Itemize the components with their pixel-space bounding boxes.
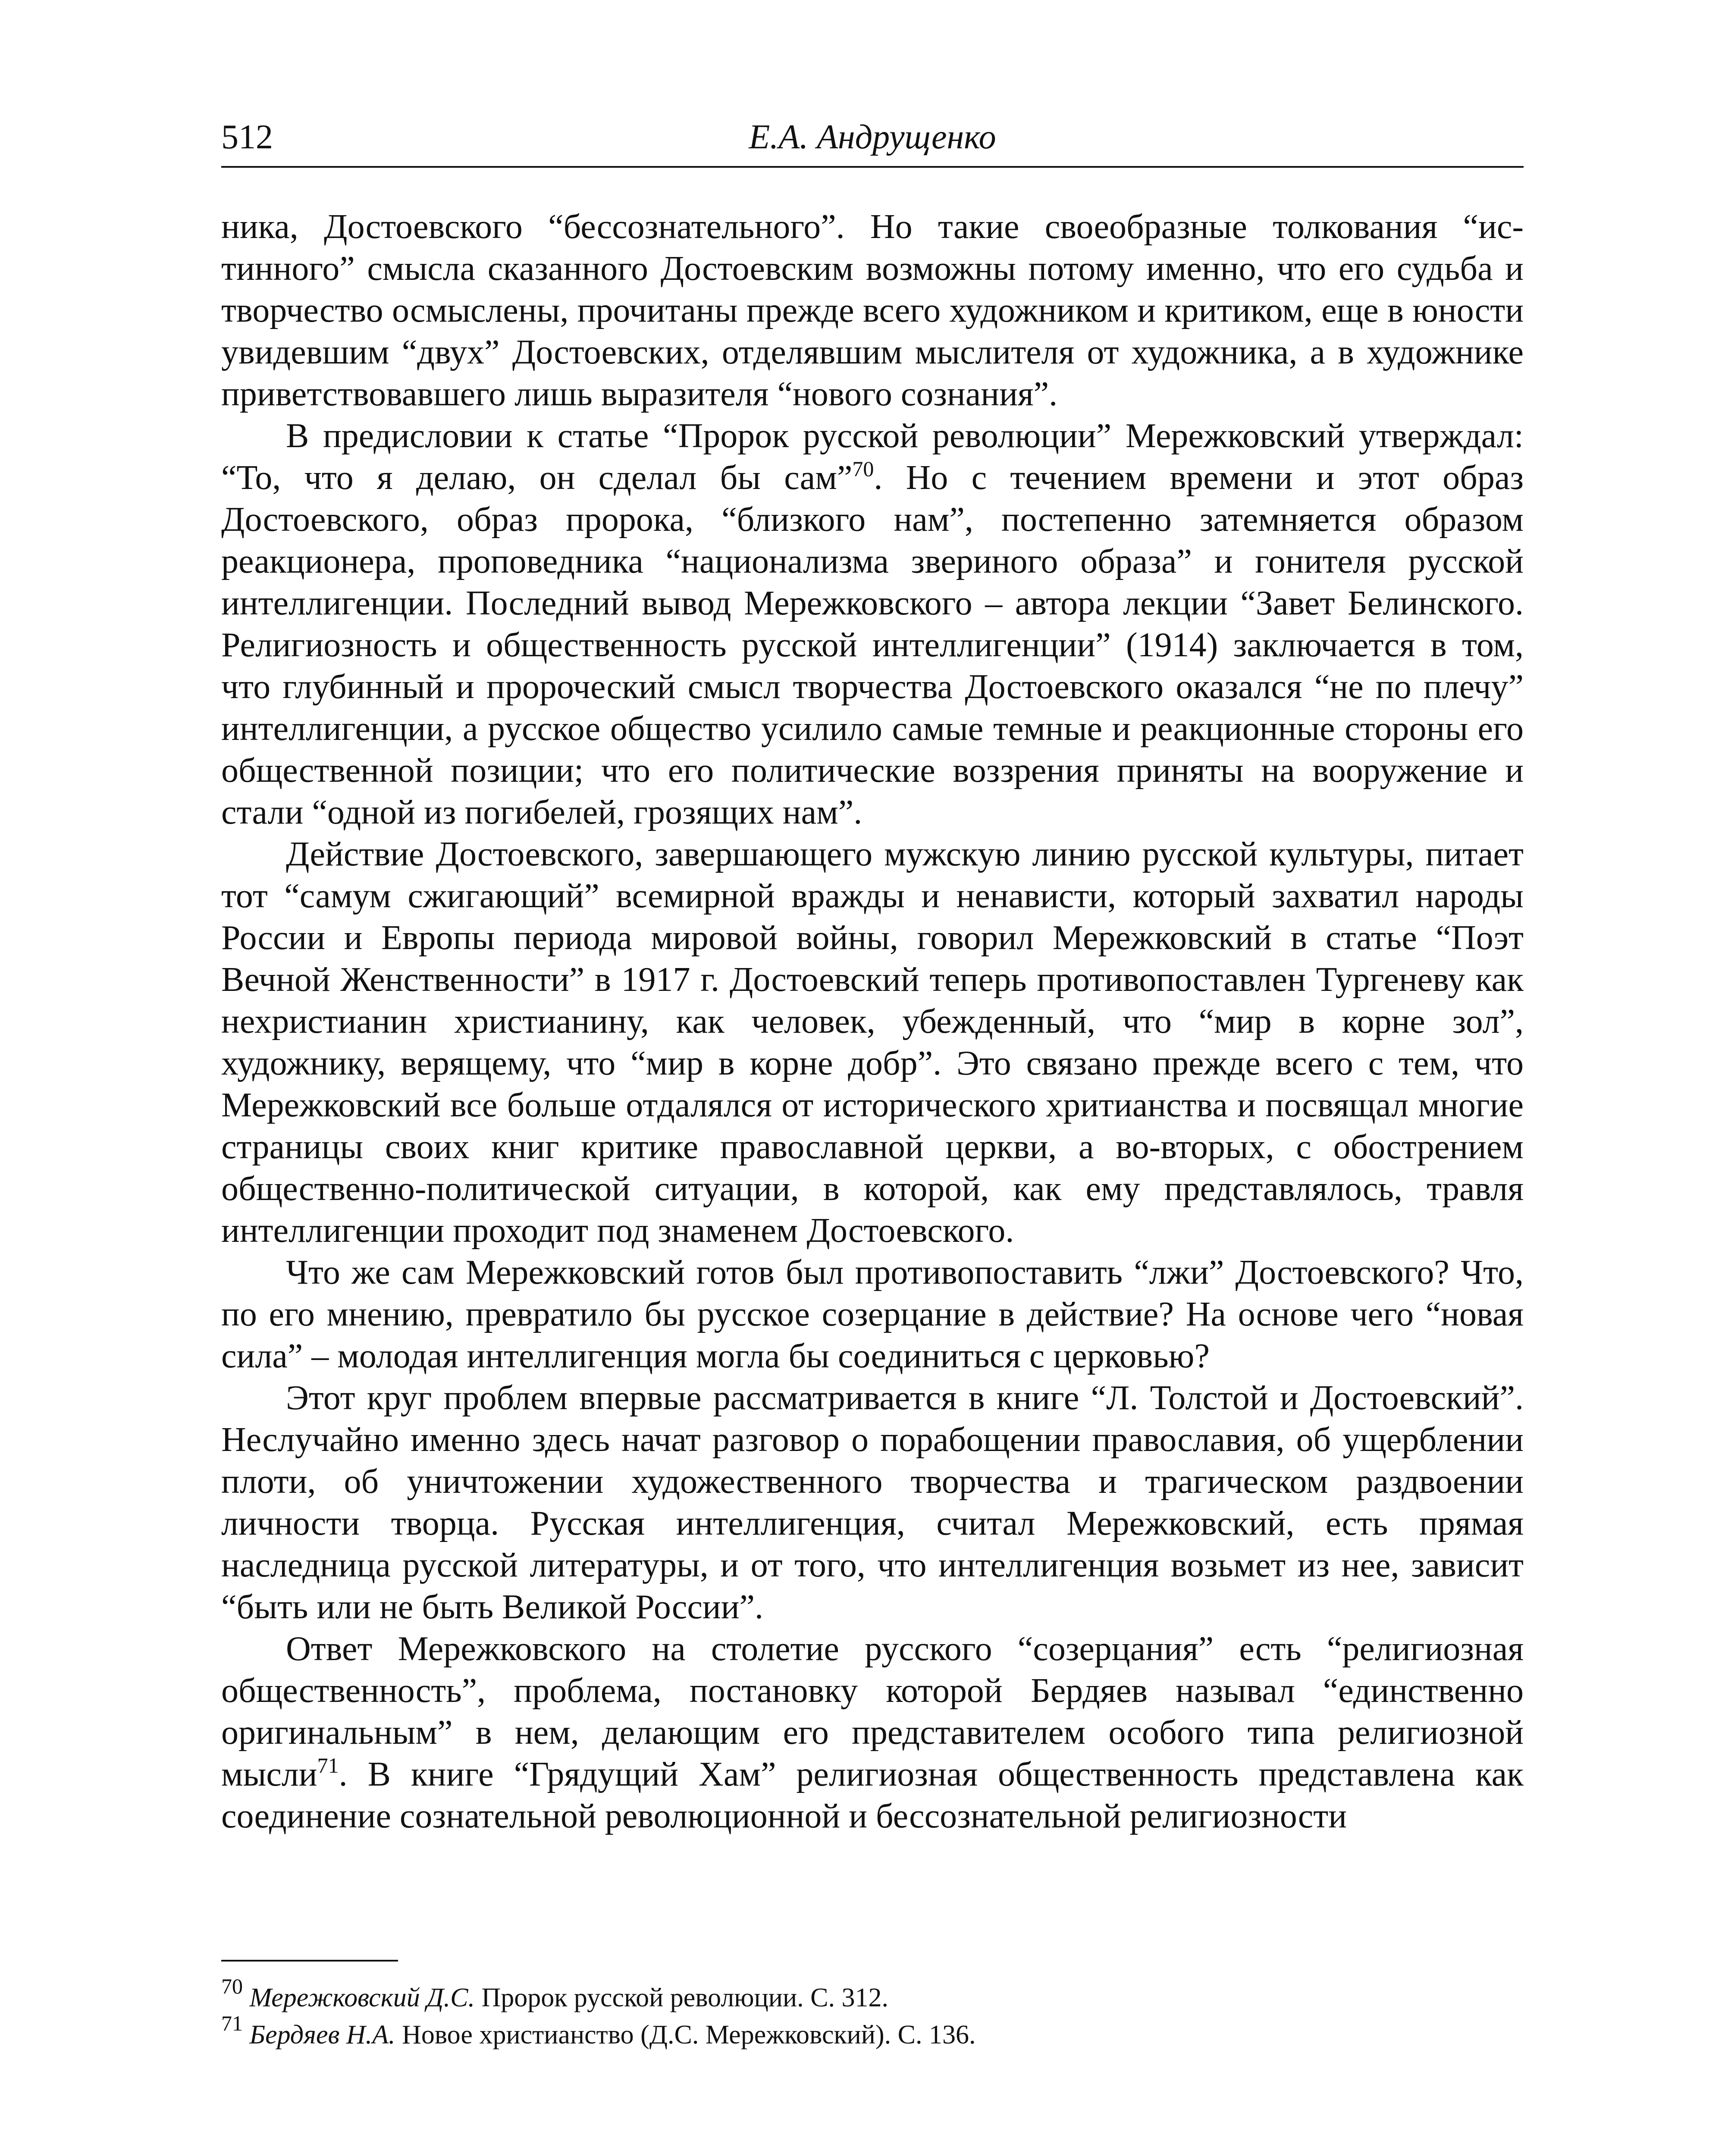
footnote-ref: 71: [317, 1753, 339, 1777]
footnote: [221, 2011, 1524, 2053]
paragraph-text: В предисловии к статье “Пророк русской революции” Мережковский утверждал: “То, что я делаю, он сделал бы сам”: [221, 417, 1524, 497]
page-number: 512: [221, 118, 273, 156]
footnote-text: Новое христианство (Д.С. Мережковский). С. 136.: [395, 2020, 976, 2049]
header-rule: [221, 166, 1524, 168]
paragraph: [221, 1628, 1524, 1837]
footnote-text: Пророк русской революции. С. 312.: [475, 1983, 888, 2012]
paragraph-text: . Но с течением времени и этот образ Достоевского, образ пророка, “близкого нам”, постепенно затемняется образом реакционера, проповедника “национализма звериного образа” и гонителя русской интеллигенции. Последний вывод Мережковского – автора лекции “Завет Белинского. Религиозность и общественность русской интеллигенции” (1914) заключается в том, что глубинный и пророческий смысл творчества Достоевского оказался “не по плечу” интеллигенции, а русское общество усилило самые темные и реакционные стороны его общественной позиции; что его политические воззрения приняты на вооружение и стали “одной из погибелей, грозящих нам”.: [221, 459, 1524, 831]
paragraph: [221, 415, 1524, 834]
footnote-separator: [221, 1960, 398, 1962]
paragraph-text: Что же сам Мережковский готов был противопоставить “лжи” Достоевского? Что, по его мнению, превратило бы русское созерцание в действие? На основе чего “новая сила” – молодая интеллигенция могла бы соединиться с церковью?: [221, 1253, 1524, 1375]
footnote-ref: 70: [852, 457, 874, 481]
paragraph-text: Этот круг проблем впервые рассматривается в книге “Л. Толстой и Достоевский”. Неслучайно именно здесь начат разговор о порабощении православия, об ущерблении плоти, об уничтожении художественного творчества и трагическом раздвоении личности творца. Русская интеллигенция, считал Мережковский, есть прямая наследница русской литературы, и от того, что интеллигенция возьмет из нее, зависит “быть или не быть Великой России”.: [221, 1379, 1524, 1626]
page-header: [221, 116, 1524, 163]
footnote-author: Мережковский Д.С.: [249, 1983, 475, 2012]
paragraph-text: Ответ Мережковского на столетие русского “созерцания” есть “религиозная общественность”, проблема, постановку которой Бердяев называл “единственно оригинальным” в нем, делающим его представителем особого типа религиозной мысли: [221, 1630, 1524, 1793]
paragraph: [221, 1377, 1524, 1628]
paragraph: [221, 834, 1524, 1252]
paragraph: [221, 206, 1524, 415]
footnote-author: Бердяев Н.А.: [249, 2020, 395, 2049]
body-text: [221, 206, 1524, 1837]
footnote-number: 71: [221, 2011, 243, 2035]
paragraph-text: . В книге “Грядущий Хам” религиозная общественность представлена как соединение сознательной революционной и бессознательной религиозности: [221, 1755, 1524, 1835]
footnote-number: 70: [221, 1974, 243, 1998]
running-title: Е.А. Андрущенко: [749, 118, 996, 156]
footnotes: [221, 1974, 1524, 2053]
paragraph: [221, 1252, 1524, 1377]
paragraph-text: ника, Достоевского “бессознательного”. Но такие своеобразные толкования “истинного” смысла сказанного Достоевским возможны потому именно, что его судьба и творчество осмыслены, прочитаны прежде всего художником и критиком, еще в юности увидевшим “двух” Достоевских, отделявшим мыслителя от художника, а в художнике приветствовавшего лишь выразителя “нового сознания”.: [221, 208, 1524, 413]
footnote: [221, 1974, 1524, 2016]
paragraph-text: Действие Достоевского, завершающего мужскую линию русской культуры, питает тот “самум сжигающий” всемирной вражды и ненависти, который захватил народы России и Европы периода мировой войны, говорил Мережковский в статье “Поэт Вечной Женственности” в 1917 г. Достоевский теперь противопоставлен Тургеневу как нехристианин христианину, как человек, убежденный, что “мир в корне зол”, художнику, верящему, что “мир в корне добр”. Это связано прежде всего с тем, что Мережковский все больше отдалялся от исторического хритианства и посвящал многие страницы своих книг критике православной церкви, а во-вторых, с обострением общественно-политической ситуации, в которой, как ему представлялось, травля интеллигенции проходит под знаменем Достоевского.: [221, 835, 1524, 1250]
